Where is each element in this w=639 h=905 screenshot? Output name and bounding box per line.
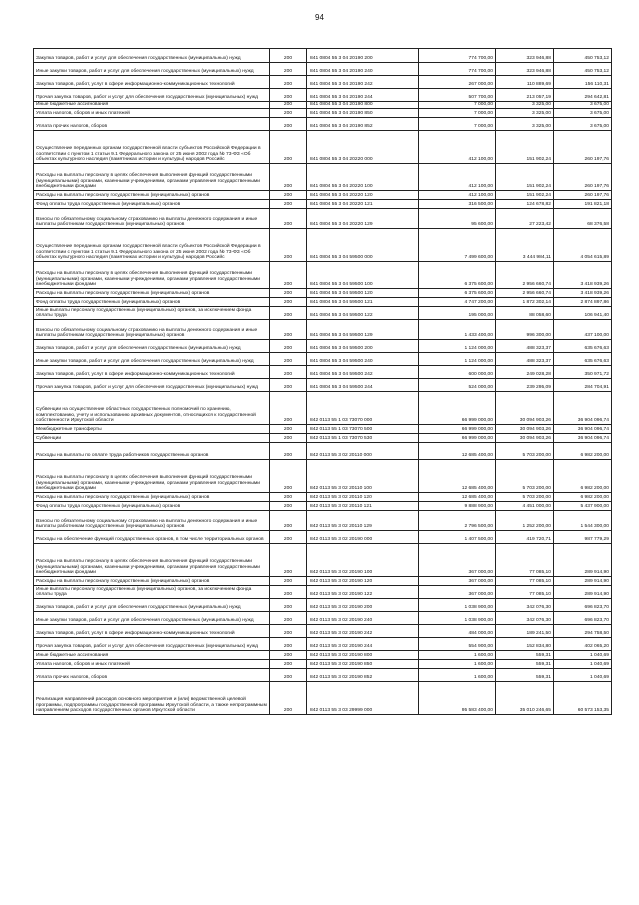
table-row [34, 638, 612, 651]
row-kbk: 841 0804 55 3 04 20190 800 [307, 102, 419, 109]
table-row [34, 682, 612, 715]
table-row [34, 229, 612, 262]
table-row [34, 493, 612, 502]
row-kbk: 842 0113 55 3 02 20110 000 [307, 443, 419, 460]
row-rest: 260 197,76 [554, 131, 612, 164]
row-name: Взносы по обязательному социальному страхованию на выплаты денежного содержания и иные выплаты работникам государственных (муниципальных) органов [34, 511, 270, 531]
row-plan: 1 433 400,00 [419, 320, 496, 340]
row-name: Фонд оплаты труда государственных (муниципальных) органов [34, 200, 270, 209]
row-fact: 77 085,10 [496, 586, 554, 599]
row-code: 200 [270, 102, 307, 109]
table-row [34, 191, 612, 200]
row-name: Прочая закупка товаров, работ и услуг для обеспечения государственных (муниципальных) нужд [34, 379, 270, 392]
row-kbk: 842 0113 55 1 03 73070 000 [307, 392, 419, 425]
table-row [34, 511, 612, 531]
row-kbk: 841 0804 55 3 04 59500 121 [307, 298, 419, 307]
table-row [34, 353, 612, 366]
row-fact: 35 010 246,65 [496, 682, 554, 715]
table-row [34, 392, 612, 425]
row-plan: 1 124 000,00 [419, 340, 496, 353]
table-row [34, 544, 612, 577]
row-fact: 30 094 903,26 [496, 434, 554, 443]
row-rest: 3 675,00 [554, 118, 612, 131]
row-code: 200 [270, 307, 307, 320]
budget-table-body [34, 49, 612, 715]
row-rest: 1 040,69 [554, 669, 612, 682]
row-code: 200 [270, 109, 307, 118]
row-plan: 66 999 000,00 [419, 425, 496, 434]
row-code: 200 [270, 502, 307, 511]
table-row [34, 89, 612, 102]
row-code: 200 [270, 544, 307, 577]
row-kbk: 841 0804 55 3 04 59500 242 [307, 366, 419, 379]
table-row [34, 502, 612, 511]
table-row [34, 612, 612, 625]
row-rest: 3 675,00 [554, 102, 612, 109]
row-code: 200 [270, 191, 307, 200]
row-kbk: 841 0804 55 3 04 20220 120 [307, 191, 419, 200]
row-code: 200 [270, 379, 307, 392]
table-row [34, 109, 612, 118]
row-fact: 559,31 [496, 651, 554, 660]
row-fact: 189 241,50 [496, 625, 554, 638]
row-kbk: 841 0804 55 3 04 20220 129 [307, 209, 419, 229]
row-name: Иные закупки товаров, работ и услуг для обеспечения государственных (муниципальных) нужд [34, 612, 270, 625]
row-name: Расходы на выплаты персоналу государственных (муниципальных) органов [34, 191, 270, 200]
row-code: 200 [270, 320, 307, 340]
row-plan: 12 685 400,00 [419, 493, 496, 502]
row-fact: 323 946,88 [496, 49, 554, 63]
row-kbk: 842 0113 55 3 02 20190 244 [307, 638, 419, 651]
row-name: Фонд оплаты труда государственных (муниципальных) органов [34, 298, 270, 307]
row-code: 200 [270, 577, 307, 586]
row-rest: 289 914,90 [554, 544, 612, 577]
row-fact: 30 094 903,26 [496, 425, 554, 434]
row-kbk: 842 0113 55 3 03 29999 000 [307, 682, 419, 715]
table-row [34, 298, 612, 307]
row-code: 200 [270, 229, 307, 262]
table-row [34, 209, 612, 229]
row-rest: 3 675,00 [554, 109, 612, 118]
row-code: 200 [270, 392, 307, 425]
row-kbk: 841 0804 55 3 04 20190 242 [307, 76, 419, 89]
row-rest: 696 823,70 [554, 612, 612, 625]
row-fact: 342 076,30 [496, 612, 554, 625]
row-plan: 507 700,00 [419, 89, 496, 102]
row-fact: 2 956 660,74 [496, 262, 554, 289]
table-row [34, 307, 612, 320]
row-plan: 2 796 500,00 [419, 511, 496, 531]
row-name: Закупка товаров, работ и услуг для обеспечения государственных (муниципальных) нужд [34, 599, 270, 612]
row-fact: 213 057,19 [496, 89, 554, 102]
row-plan: 367 000,00 [419, 577, 496, 586]
row-rest: 36 904 096,74 [554, 425, 612, 434]
row-plan: 367 000,00 [419, 586, 496, 599]
row-kbk: 841 0804 55 3 04 20190 244 [307, 89, 419, 102]
row-plan: 412 100,00 [419, 164, 496, 191]
row-rest: 1 040,69 [554, 651, 612, 660]
row-rest: 1 544 300,00 [554, 511, 612, 531]
row-code: 200 [270, 353, 307, 366]
row-name: Уплата налогов, сборов и иных платежей [34, 660, 270, 669]
row-code: 200 [270, 651, 307, 660]
row-kbk: 842 0113 55 1 03 73070 530 [307, 434, 419, 443]
row-name: Субвенции на осуществление областных государственных полномочий по хранению, комплектованию, учету и использованию архивных документов, относящихся к государственной собственности Иркутской области [34, 392, 270, 425]
row-plan: 1 038 900,00 [419, 612, 496, 625]
row-name: Иные выплаты персоналу государственных (муниципальных) органов, за исключением фонда оплаты труда [34, 307, 270, 320]
row-fact: 488 323,37 [496, 340, 554, 353]
table-row [34, 49, 612, 63]
row-code: 200 [270, 164, 307, 191]
table-row [34, 625, 612, 638]
row-code: 200 [270, 460, 307, 493]
row-rest: 294 758,50 [554, 625, 612, 638]
row-fact: 559,31 [496, 669, 554, 682]
row-name: Субвенции [34, 434, 270, 443]
row-kbk: 842 0113 55 3 02 20190 100 [307, 544, 419, 577]
row-kbk: 842 0113 55 3 02 20110 121 [307, 502, 419, 511]
row-fact: 110 889,69 [496, 76, 554, 89]
row-kbk: 842 0113 55 3 02 20190 122 [307, 586, 419, 599]
row-fact: 5 703 200,00 [496, 460, 554, 493]
row-rest: 635 676,63 [554, 340, 612, 353]
row-kbk: 841 0804 55 3 04 20190 850 [307, 109, 419, 118]
row-name: Реализация направлений расходов основного мероприятия и (или) ведомственной целевой программы, подпрограммы государственной программы Иркутской области, а также непрограммным направлениям расходов государственных органов Иркутской области [34, 682, 270, 715]
table-row [34, 577, 612, 586]
row-plan: 7 000,00 [419, 118, 496, 131]
table-row [34, 102, 612, 109]
row-kbk: 841 0804 55 3 04 59500 100 [307, 262, 419, 289]
table-row [34, 289, 612, 298]
row-rest: 402 065,20 [554, 638, 612, 651]
row-name: Иные закупки товаров, работ и услуг для обеспечения государственных (муниципальных) нужд [34, 63, 270, 76]
row-rest: 350 971,72 [554, 366, 612, 379]
row-code: 200 [270, 63, 307, 76]
row-name: Уплата налогов, сборов и иных платежей [34, 109, 270, 118]
row-plan: 774 700,00 [419, 49, 496, 63]
row-plan: 1 600,00 [419, 669, 496, 682]
row-name: Иные бюджетные ассигнования [34, 102, 270, 109]
row-name: Закупка товаров, работ, услуг в сфере информационно-коммуникационных технологий [34, 625, 270, 638]
row-kbk: 841 0804 55 3 04 20190 852 [307, 118, 419, 131]
row-rest: 294 642,81 [554, 89, 612, 102]
table-row [34, 76, 612, 89]
row-fact: 1 252 200,00 [496, 511, 554, 531]
row-rest: 36 904 096,74 [554, 392, 612, 425]
row-plan: 95 583 400,00 [419, 682, 496, 715]
row-fact: 249 028,28 [496, 366, 554, 379]
row-code: 200 [270, 660, 307, 669]
row-name: Расходы на выплаты персоналу государственных (муниципальных) органов [34, 493, 270, 502]
table-row [34, 460, 612, 493]
row-fact: 3 444 984,11 [496, 229, 554, 262]
row-rest: 987 779,29 [554, 531, 612, 544]
row-fact: 5 703 200,00 [496, 443, 554, 460]
row-rest: 6 982 200,00 [554, 443, 612, 460]
row-plan: 774 700,00 [419, 63, 496, 76]
row-kbk: 841 0804 55 3 04 20220 000 [307, 131, 419, 164]
row-name: Уплата прочих налогов, сборов [34, 669, 270, 682]
row-fact: 88 058,60 [496, 307, 554, 320]
table-row [34, 164, 612, 191]
row-kbk: 841 0804 55 3 04 59500 200 [307, 340, 419, 353]
row-name: Закупка товаров, работ и услуг для обеспечения государственных (муниципальных) нужд [34, 49, 270, 63]
row-plan: 267 000,00 [419, 76, 496, 89]
row-name: Закупка товаров, работ, услуг в сфере информационно-коммуникационных технологий [34, 76, 270, 89]
row-code: 200 [270, 599, 307, 612]
row-code: 200 [270, 443, 307, 460]
row-rest: 260 197,76 [554, 191, 612, 200]
table-row [34, 262, 612, 289]
row-name: Иные выплаты персоналу государственных (муниципальных) органов, за исключением фонда оплаты труда [34, 586, 270, 599]
row-plan: 66 999 000,00 [419, 434, 496, 443]
row-code: 200 [270, 289, 307, 298]
table-row [34, 660, 612, 669]
row-name: Расходы на выплаты персоналу государственных (муниципальных) органов [34, 289, 270, 298]
row-fact: 419 720,71 [496, 531, 554, 544]
row-kbk: 841 0804 55 3 04 59500 244 [307, 379, 419, 392]
row-code: 200 [270, 669, 307, 682]
row-rest: 635 676,63 [554, 353, 612, 366]
row-code: 200 [270, 366, 307, 379]
table-row [34, 651, 612, 660]
table-row [34, 443, 612, 460]
row-code: 200 [270, 118, 307, 131]
row-name: Расходы на обеспечение функций государственных органов, в том числе территориальных органов [34, 531, 270, 544]
row-name: Расходы на выплаты по оплате труда работников государственных органов [34, 443, 270, 460]
table-row [34, 425, 612, 434]
row-name: Взносы по обязательному социальному страхованию на выплаты денежного содержания и иные выплаты работникам государственных (муниципальных) органов [34, 320, 270, 340]
row-kbk: 841 0804 55 3 04 20220 100 [307, 164, 419, 191]
row-rest: 5 437 900,00 [554, 502, 612, 511]
row-fact: 1 872 302,14 [496, 298, 554, 307]
row-fact: 3 325,00 [496, 102, 554, 109]
row-rest: 1 040,69 [554, 660, 612, 669]
row-rest: 106 941,40 [554, 307, 612, 320]
row-plan: 7 499 600,00 [419, 229, 496, 262]
row-fact: 2 956 660,74 [496, 289, 554, 298]
row-rest: 289 914,90 [554, 577, 612, 586]
row-name: Прочая закупка товаров, работ и услуг для обеспечения государственных (муниципальных) нужд [34, 638, 270, 651]
table-row [34, 434, 612, 443]
row-code: 200 [270, 586, 307, 599]
row-kbk: 842 0113 55 3 02 20190 120 [307, 577, 419, 586]
row-fact: 996 300,00 [496, 320, 554, 340]
row-rest: 36 904 096,74 [554, 434, 612, 443]
row-fact: 151 902,24 [496, 131, 554, 164]
row-name: Осуществление переданных органам государственной власти субъектов Российской Федерации в соответствии с пунктом 1 статьи 9.1 Федерального закона от 25 июня 2002 года № 73-ФЗ «Об объектах культурного наследия (памятниках истории и культуры) народов Российс [34, 229, 270, 262]
row-plan: 316 500,00 [419, 200, 496, 209]
table-row [34, 118, 612, 131]
row-plan: 412 100,00 [419, 131, 496, 164]
row-rest: 696 823,70 [554, 599, 612, 612]
row-name: Осуществление переданных органам государственной власти субъектов Российской Федерации в соответствии с пунктом 1 статьи 9.1 Федерального закона от 25 июня 2002 года № 73-ФЗ «Об объектах культурного наследия (памятниках истории и культуры) народов Российс [34, 131, 270, 164]
table-row [34, 63, 612, 76]
row-plan: 7 000,00 [419, 102, 496, 109]
row-name: Фонд оплаты труда государственных (муниципальных) органов [34, 502, 270, 511]
row-fact: 3 325,00 [496, 118, 554, 131]
row-rest: 4 054 615,89 [554, 229, 612, 262]
row-fact: 77 085,10 [496, 577, 554, 586]
row-plan: 1 124 000,00 [419, 353, 496, 366]
row-kbk: 842 0113 55 3 02 20190 200 [307, 599, 419, 612]
row-rest: 450 753,12 [554, 49, 612, 63]
row-kbk: 841 0804 55 3 04 59500 129 [307, 320, 419, 340]
row-name: Расходы на выплаты персоналу в целях обеспечения выполнения функций государственными (муниципальными) органами, казенными учреждениями, органами управления государственными внебюджетными фондами [34, 544, 270, 577]
row-name: Прочая закупка товаров, работ и услуг для обеспечения государственных (муниципальных) нужд [34, 89, 270, 102]
row-kbk: 842 0113 55 3 02 20190 240 [307, 612, 419, 625]
row-name: Закупка товаров, работ и услуг для обеспечения государственных (муниципальных) нужд [34, 340, 270, 353]
row-code: 200 [270, 49, 307, 63]
row-plan: 95 600,00 [419, 209, 496, 229]
row-plan: 12 685 400,00 [419, 460, 496, 493]
row-name: Расходы на выплаты персоналу в целях обеспечения выполнения функций государственными (муниципальными) органами, казенными учреждениями, органами управления государственными внебюджетными фондами [34, 164, 270, 191]
row-plan: 195 000,00 [419, 307, 496, 320]
row-rest: 191 821,18 [554, 200, 612, 209]
row-name: Иные бюджетные ассигнования [34, 651, 270, 660]
row-plan: 524 000,00 [419, 379, 496, 392]
row-plan: 6 375 600,00 [419, 289, 496, 298]
table-row [34, 200, 612, 209]
row-fact: 30 094 903,26 [496, 392, 554, 425]
row-fact: 3 325,00 [496, 109, 554, 118]
row-fact: 124 678,82 [496, 200, 554, 209]
row-code: 200 [270, 434, 307, 443]
row-plan: 554 900,00 [419, 638, 496, 651]
row-rest: 68 376,58 [554, 209, 612, 229]
row-plan: 1 038 900,00 [419, 599, 496, 612]
row-fact: 77 085,10 [496, 544, 554, 577]
row-kbk: 842 0113 55 3 02 20110 129 [307, 511, 419, 531]
row-rest: 450 753,12 [554, 63, 612, 76]
row-code: 200 [270, 511, 307, 531]
row-code: 200 [270, 493, 307, 502]
row-plan: 600 000,00 [419, 366, 496, 379]
row-code: 200 [270, 200, 307, 209]
row-rest: 6 982 200,00 [554, 460, 612, 493]
row-plan: 9 888 900,00 [419, 502, 496, 511]
table-row [34, 379, 612, 392]
row-kbk: 841 0804 55 3 04 59500 120 [307, 289, 419, 298]
table-row [34, 131, 612, 164]
row-fact: 488 323,37 [496, 353, 554, 366]
row-kbk: 842 0113 55 3 02 20190 242 [307, 625, 419, 638]
row-rest: 3 418 939,26 [554, 262, 612, 289]
row-kbk: 842 0113 55 3 02 20190 852 [307, 669, 419, 682]
row-plan: 484 000,00 [419, 625, 496, 638]
row-rest: 156 110,31 [554, 76, 612, 89]
row-rest: 437 100,00 [554, 320, 612, 340]
table-row [34, 586, 612, 599]
row-fact: 239 295,09 [496, 379, 554, 392]
table-row [34, 340, 612, 353]
row-kbk: 842 0113 55 3 02 20190 000 [307, 531, 419, 544]
row-kbk: 842 0113 55 1 03 73070 500 [307, 425, 419, 434]
row-code: 200 [270, 682, 307, 715]
row-rest: 3 418 939,26 [554, 289, 612, 298]
row-code: 200 [270, 531, 307, 544]
row-fact: 4 451 000,00 [496, 502, 554, 511]
row-plan: 66 999 000,00 [419, 392, 496, 425]
row-kbk: 841 0804 55 3 04 59500 000 [307, 229, 419, 262]
budget-table [33, 48, 612, 715]
row-code: 200 [270, 340, 307, 353]
row-kbk: 841 0804 55 3 04 59500 122 [307, 307, 419, 320]
table-row [34, 531, 612, 544]
row-name: Расходы на выплаты персоналу государственных (муниципальных) органов [34, 577, 270, 586]
row-code: 200 [270, 425, 307, 434]
row-name: Межбюджетные трансферты [34, 425, 270, 434]
row-name: Расходы на выплаты персоналу в целях обеспечения выполнения функций государственными (муниципальными) органами, казенными учреждениями, органами управления государственными внебюджетными фондами [34, 460, 270, 493]
row-fact: 151 902,24 [496, 164, 554, 191]
row-fact: 342 076,30 [496, 599, 554, 612]
row-fact: 27 223,42 [496, 209, 554, 229]
table-row [34, 599, 612, 612]
row-code: 200 [270, 131, 307, 164]
row-code: 200 [270, 625, 307, 638]
row-rest: 2 874 897,86 [554, 298, 612, 307]
row-rest: 260 197,76 [554, 164, 612, 191]
row-name: Иные закупки товаров, работ и услуг для обеспечения государственных (муниципальных) нужд [34, 353, 270, 366]
row-plan: 1 600,00 [419, 660, 496, 669]
row-fact: 151 902,24 [496, 191, 554, 200]
row-plan: 7 000,00 [419, 109, 496, 118]
row-code: 200 [270, 76, 307, 89]
row-rest: 284 704,91 [554, 379, 612, 392]
row-plan: 412 100,00 [419, 191, 496, 200]
row-kbk: 842 0113 55 3 02 20190 800 [307, 651, 419, 660]
row-kbk: 841 0804 55 3 04 59500 240 [307, 353, 419, 366]
row-fact: 5 703 200,00 [496, 493, 554, 502]
row-plan: 1 407 500,00 [419, 531, 496, 544]
row-fact: 152 834,80 [496, 638, 554, 651]
table-row [34, 669, 612, 682]
row-plan: 4 747 200,00 [419, 298, 496, 307]
row-rest: 60 573 153,35 [554, 682, 612, 715]
table-row [34, 366, 612, 379]
row-kbk: 841 0804 55 3 04 20220 121 [307, 200, 419, 209]
row-code: 200 [270, 298, 307, 307]
row-kbk: 842 0113 55 3 02 20110 120 [307, 493, 419, 502]
row-name: Взносы по обязательному социальному страхованию на выплаты денежного содержания и иные выплаты работникам государственных (муниципальных) органов [34, 209, 270, 229]
row-name: Уплата прочих налогов, сборов [34, 118, 270, 131]
table-row [34, 320, 612, 340]
row-fact: 323 946,88 [496, 63, 554, 76]
row-code: 200 [270, 89, 307, 102]
row-code: 200 [270, 612, 307, 625]
row-kbk: 841 0804 55 3 04 20190 240 [307, 63, 419, 76]
row-code: 200 [270, 262, 307, 289]
page-number: 94 [315, 13, 324, 22]
row-rest: 6 982 200,00 [554, 493, 612, 502]
row-plan: 12 685 400,00 [419, 443, 496, 460]
row-plan: 367 000,00 [419, 544, 496, 577]
row-kbk: 842 0113 55 3 02 20190 850 [307, 660, 419, 669]
row-kbk: 841 0804 55 3 04 20190 200 [307, 49, 419, 63]
row-plan: 6 375 600,00 [419, 262, 496, 289]
row-name: Расходы на выплаты персоналу в целях обеспечения выполнения функций государственными (муниципальными) органами, казенными учреждениями, органами управления государственными внебюджетными фондами [34, 262, 270, 289]
row-fact: 559,31 [496, 660, 554, 669]
row-name: Закупка товаров, работ, услуг в сфере информационно-коммуникационных технологий [34, 366, 270, 379]
row-kbk: 842 0113 55 3 02 20110 100 [307, 460, 419, 493]
row-plan: 1 600,00 [419, 651, 496, 660]
row-rest: 289 914,90 [554, 586, 612, 599]
row-code: 200 [270, 209, 307, 229]
row-code: 200 [270, 638, 307, 651]
